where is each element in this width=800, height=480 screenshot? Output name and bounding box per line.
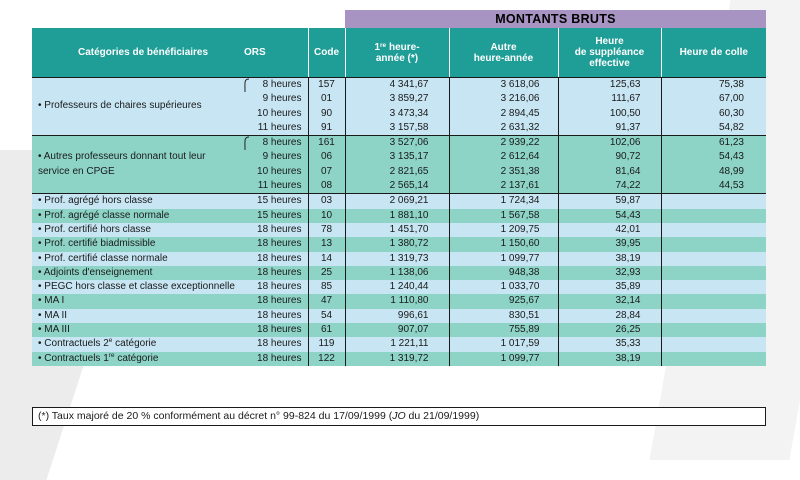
heure-suppleance-cell: 35,33 xyxy=(558,337,661,351)
premiere-heure-annee-cell: 1 881,10 xyxy=(345,209,449,223)
ors-cell xyxy=(242,136,308,151)
code-cell: 08 xyxy=(308,179,345,194)
premiere-heure-annee-cell: 3 527,06 xyxy=(345,136,449,151)
code-cell: 07 xyxy=(308,165,345,179)
heure-suppleance-cell: 28,84 xyxy=(558,309,661,323)
table-row xyxy=(32,136,766,151)
category-cell: • Prof. certifié classe normale xyxy=(32,252,242,266)
code-cell: 54 xyxy=(308,309,345,323)
autre-heure-annee-cell: 830,51 xyxy=(449,309,558,323)
table-body xyxy=(32,78,766,366)
ors-value: 9 heures xyxy=(262,151,302,163)
heure-suppleance-cell: 74,22 xyxy=(558,179,661,194)
ors-value: 8 heures xyxy=(262,79,302,90)
header-heure-colle: Heure de colle xyxy=(661,28,766,78)
category-cell: • Adjoints d'enseignement xyxy=(32,266,242,280)
ors-value: 9 heures xyxy=(262,93,302,105)
ors-value: 10 heures xyxy=(257,107,302,119)
premiere-heure-annee-cell: 3 135,17 xyxy=(345,150,449,164)
category-cell: • MA II xyxy=(32,309,242,323)
code-cell: 85 xyxy=(308,280,345,294)
category-cell: • Prof. agrégé classe normale xyxy=(32,209,242,223)
table-row xyxy=(32,309,766,323)
premiere-heure-annee-cell: 1 319,73 xyxy=(345,252,449,266)
autre-heure-annee-cell: 2 939,22 xyxy=(449,136,558,151)
premiere-heure-annee-cell: 2 069,21 xyxy=(345,194,449,209)
autre-heure-annee-cell: 1 099,77 xyxy=(449,252,558,266)
heure-suppleance-cell: 102,06 xyxy=(558,136,661,151)
table-row xyxy=(32,294,766,308)
header-categorie: Catégories de bénéficiaires xyxy=(32,28,242,78)
ors-cell xyxy=(242,107,308,121)
header-code: Code xyxy=(308,28,345,78)
group-brace-icon xyxy=(242,136,250,150)
heure-suppleance-cell: 35,89 xyxy=(558,280,661,294)
table-row xyxy=(32,223,766,237)
code-cell: 78 xyxy=(308,223,345,237)
autre-heure-annee-cell: 2 612,64 xyxy=(449,150,558,164)
autre-heure-annee-cell: 1 567,58 xyxy=(449,209,558,223)
ors-cell: 18 heures xyxy=(242,237,308,251)
category-cell: • Contractuels 1re catégorie xyxy=(32,352,242,366)
category-cell: • Prof. certifié biadmissible xyxy=(32,237,242,251)
category-cell: • Professeurs de chaires supérieures xyxy=(32,78,242,136)
code-cell: 14 xyxy=(308,252,345,266)
ors-cell: 18 heures xyxy=(242,280,308,294)
autre-heure-annee-cell: 2 894,45 xyxy=(449,107,558,121)
ors-cell: 15 heures xyxy=(242,194,308,209)
code-cell: 47 xyxy=(308,294,345,308)
code-cell: 01 xyxy=(308,92,345,106)
heure-suppleance-cell: 91,37 xyxy=(558,121,661,136)
table-row xyxy=(32,252,766,266)
ors-cell xyxy=(242,92,308,106)
group-brace-icon xyxy=(242,78,250,92)
ors-cell: 18 heures xyxy=(242,266,308,280)
heure-colle-cell: 44,53 xyxy=(661,179,766,194)
premiere-heure-annee-cell: 1 110,80 xyxy=(345,294,449,308)
premiere-heure-annee-cell: 1 138,06 xyxy=(345,266,449,280)
code-cell: 61 xyxy=(308,323,345,337)
footnote: (*) Taux majoré de 20 % conformément au décret n° 99-824 du 17/09/1999 (JO du 21/09/1999) xyxy=(32,407,766,426)
table-row xyxy=(32,237,766,251)
heure-colle-cell xyxy=(661,237,766,251)
code-cell: 03 xyxy=(308,194,345,209)
premiere-heure-annee-cell: 907,07 xyxy=(345,323,449,337)
ors-cell: 18 heures xyxy=(242,352,308,366)
heure-colle-cell xyxy=(661,309,766,323)
code-cell: 25 xyxy=(308,266,345,280)
heure-suppleance-cell: 42,01 xyxy=(558,223,661,237)
code-cell: 06 xyxy=(308,150,345,164)
heure-colle-cell: 75,38 xyxy=(661,78,766,93)
heure-colle-cell xyxy=(661,280,766,294)
category-cell: • Autres professeurs donnant tout leur service en CPGE xyxy=(32,136,242,194)
heure-colle-cell: 48,99 xyxy=(661,165,766,179)
autre-heure-annee-cell: 1 209,75 xyxy=(449,223,558,237)
table-row xyxy=(32,194,766,209)
code-cell: 91 xyxy=(308,121,345,136)
table-row xyxy=(32,78,766,93)
heure-colle-cell xyxy=(661,252,766,266)
premiere-heure-annee-cell: 1 380,72 xyxy=(345,237,449,251)
super-header-montants-bruts: MONTANTS BRUTS xyxy=(345,10,766,28)
table-row xyxy=(32,352,766,366)
ors-value: 10 heures xyxy=(257,165,302,177)
ors-cell xyxy=(242,165,308,179)
premiere-heure-annee-cell: 2 821,65 xyxy=(345,165,449,179)
code-cell: 10 xyxy=(308,209,345,223)
autre-heure-annee-cell: 1 150,60 xyxy=(449,237,558,251)
table-header-row xyxy=(32,28,766,78)
category-cell: • Prof. certifié hors classe xyxy=(32,223,242,237)
code-cell: 13 xyxy=(308,237,345,251)
heure-suppleance-cell: 32,93 xyxy=(558,266,661,280)
autre-heure-annee-cell: 1 033,70 xyxy=(449,280,558,294)
autre-heure-annee-cell: 2 631,32 xyxy=(449,121,558,136)
table-row xyxy=(32,280,766,294)
heure-colle-cell xyxy=(661,352,766,366)
autre-heure-annee-cell: 2 137,61 xyxy=(449,179,558,194)
heure-suppleance-cell: 54,43 xyxy=(558,209,661,223)
autre-heure-annee-cell: 3 216,06 xyxy=(449,92,558,106)
autre-heure-annee-cell: 755,89 xyxy=(449,323,558,337)
table-row xyxy=(32,209,766,223)
ors-cell: 15 heures xyxy=(242,209,308,223)
heure-colle-cell: 60,30 xyxy=(661,107,766,121)
table-row xyxy=(32,337,766,351)
premiere-heure-annee-cell: 1 240,44 xyxy=(345,280,449,294)
header-autre-heure-annee: Autre heure-année xyxy=(449,28,558,78)
code-cell: 90 xyxy=(308,107,345,121)
heure-suppleance-cell: 39,95 xyxy=(558,237,661,251)
premiere-heure-annee-cell: 996,61 xyxy=(345,309,449,323)
heure-colle-cell xyxy=(661,294,766,308)
premiere-heure-annee-cell: 1 451,70 xyxy=(345,223,449,237)
code-cell: 157 xyxy=(308,78,345,93)
heure-colle-cell: 61,23 xyxy=(661,136,766,151)
ors-value: 11 heures xyxy=(257,180,302,192)
autre-heure-annee-cell: 948,38 xyxy=(449,266,558,280)
table-row xyxy=(32,266,766,280)
ors-cell: 18 heures xyxy=(242,323,308,337)
category-cell: • Prof. agrégé hors classe xyxy=(32,194,242,209)
premiere-heure-annee-cell: 4 341,67 xyxy=(345,78,449,93)
header-heure-suppleance: Heure de suppléance effective xyxy=(558,28,661,78)
heure-suppleance-cell: 81,64 xyxy=(558,165,661,179)
heure-colle-cell xyxy=(661,223,766,237)
ors-cell xyxy=(242,78,308,93)
ors-value: 11 heures xyxy=(257,121,302,133)
autre-heure-annee-cell: 1 724,34 xyxy=(449,194,558,209)
heure-colle-cell: 54,43 xyxy=(661,150,766,164)
heure-suppleance-cell: 125,63 xyxy=(558,78,661,93)
pay-rates-table xyxy=(32,28,766,366)
ors-cell: 18 heures xyxy=(242,309,308,323)
heure-colle-cell xyxy=(661,337,766,351)
header-ors: ORS xyxy=(242,28,308,78)
ors-cell: 18 heures xyxy=(242,223,308,237)
premiere-heure-annee-cell: 3 859,27 xyxy=(345,92,449,106)
heure-colle-cell xyxy=(661,266,766,280)
heure-colle-cell: 54,82 xyxy=(661,121,766,136)
ors-cell: 18 heures xyxy=(242,294,308,308)
premiere-heure-annee-cell: 1 319,72 xyxy=(345,352,449,366)
category-cell: • Contractuels 2e catégorie xyxy=(32,337,242,351)
autre-heure-annee-cell: 2 351,38 xyxy=(449,165,558,179)
heure-colle-cell xyxy=(661,323,766,337)
code-cell: 161 xyxy=(308,136,345,151)
ors-cell: 18 heures xyxy=(242,252,308,266)
header-premiere-heure-annee: 1re heure- année (*) xyxy=(345,28,449,78)
ors-cell: 18 heures xyxy=(242,337,308,351)
category-cell: • PEGC hors classe et classe exceptionnelle xyxy=(32,280,242,294)
autre-heure-annee-cell: 925,67 xyxy=(449,294,558,308)
heure-suppleance-cell: 90,72 xyxy=(558,150,661,164)
code-cell: 122 xyxy=(308,352,345,366)
heure-suppleance-cell: 32,14 xyxy=(558,294,661,308)
heure-suppleance-cell: 111,67 xyxy=(558,92,661,106)
premiere-heure-annee-cell: 3 157,58 xyxy=(345,121,449,136)
heure-suppleance-cell: 59,87 xyxy=(558,194,661,209)
heure-colle-cell: 67,00 xyxy=(661,92,766,106)
premiere-heure-annee-cell: 2 565,14 xyxy=(345,179,449,194)
heure-suppleance-cell: 38,19 xyxy=(558,252,661,266)
premiere-heure-annee-cell: 3 473,34 xyxy=(345,107,449,121)
table-row xyxy=(32,323,766,337)
code-cell: 119 xyxy=(308,337,345,351)
heure-colle-cell xyxy=(661,194,766,209)
heure-suppleance-cell: 38,19 xyxy=(558,352,661,366)
autre-heure-annee-cell: 3 618,06 xyxy=(449,78,558,93)
autre-heure-annee-cell: 1 017,59 xyxy=(449,337,558,351)
heure-colle-cell xyxy=(661,209,766,223)
ors-cell xyxy=(242,121,308,136)
heure-suppleance-cell: 26,25 xyxy=(558,323,661,337)
category-cell: • MA I xyxy=(32,294,242,308)
category-cell: • MA III xyxy=(32,323,242,337)
ors-value: 8 heures xyxy=(262,137,302,149)
ors-cell xyxy=(242,150,308,164)
ors-cell xyxy=(242,179,308,194)
heure-suppleance-cell: 100,50 xyxy=(558,107,661,121)
autre-heure-annee-cell: 1 099,77 xyxy=(449,352,558,366)
premiere-heure-annee-cell: 1 221,11 xyxy=(345,337,449,351)
